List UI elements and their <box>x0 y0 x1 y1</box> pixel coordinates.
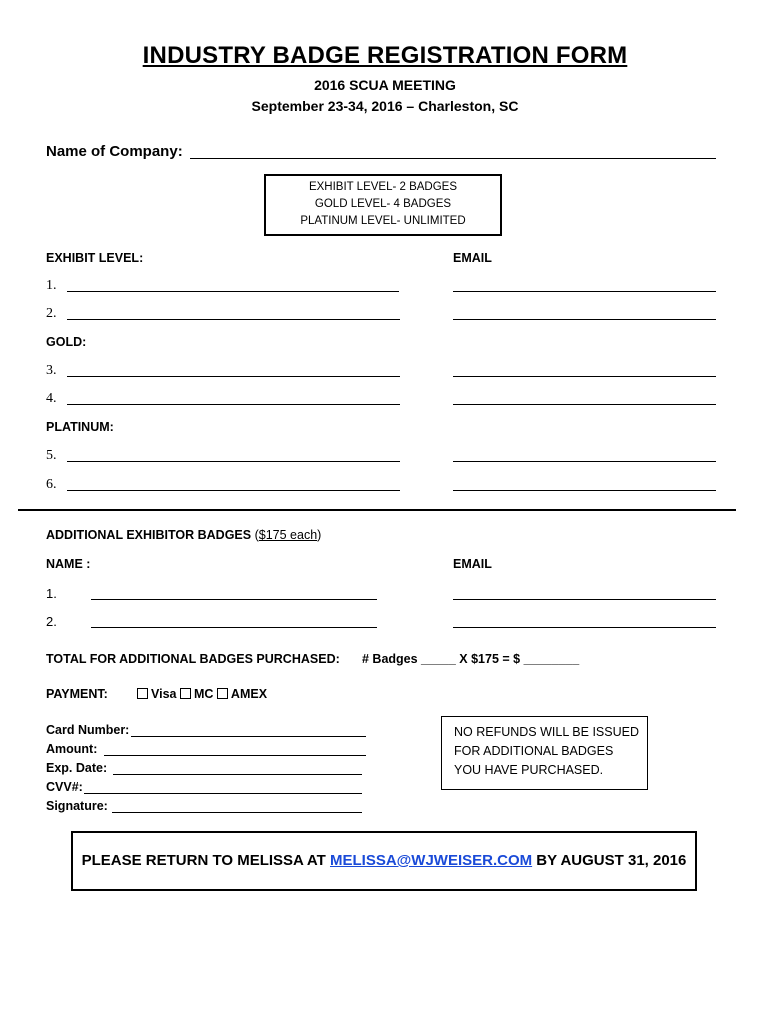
return-instructions-box <box>71 831 697 891</box>
card-number-label: Card Number: <box>46 723 130 737</box>
name-field-6[interactable] <box>67 490 400 491</box>
badge-levels-box <box>264 174 502 236</box>
additional-heading-text: ADDITIONAL EXHIBITOR BADGES <box>46 528 252 542</box>
additional-email-field-1[interactable] <box>453 599 716 600</box>
email-field-3[interactable] <box>453 376 716 377</box>
email-field-4[interactable] <box>453 404 716 405</box>
section-divider <box>18 509 736 511</box>
email-field-2[interactable] <box>453 319 716 320</box>
row-number: 5. <box>46 448 57 463</box>
meeting-name: 2016 SCUA MEETING <box>314 77 456 93</box>
email-field-1[interactable] <box>453 291 716 292</box>
visa-option[interactable]: Visa <box>137 687 177 701</box>
additional-badges-heading: ADDITIONAL EXHIBITOR BADGES ($175 each) <box>46 528 322 542</box>
badges-calculation[interactable]: # Badges _____ X $175 = $ ________ <box>362 652 580 666</box>
row-number: 2. <box>46 306 57 321</box>
card-number-field[interactable] <box>131 736 366 737</box>
additional-email-field-2[interactable] <box>453 627 716 628</box>
form-title: INDUSTRY BADGE REGISTRATION FORM <box>142 42 628 69</box>
exhibit-level-label: EXHIBIT LEVEL: <box>46 251 144 265</box>
amount-label: Amount: <box>46 742 98 756</box>
checkbox-icon[interactable] <box>137 688 148 699</box>
email-field-6[interactable] <box>453 490 716 491</box>
row-number: 3. <box>46 363 57 378</box>
row-number: 6. <box>46 477 57 492</box>
gold-label: GOLD: <box>46 335 87 349</box>
exp-date-label: Exp. Date: <box>46 761 108 775</box>
cvv-field[interactable] <box>84 793 362 794</box>
company-name-field[interactable] <box>190 158 716 159</box>
company-label: Name of Company: <box>46 143 183 160</box>
return-prefix: PLEASE RETURN TO MELISSA AT <box>81 852 326 869</box>
platinum-label: PLATINUM: <box>46 420 114 434</box>
checkbox-icon[interactable] <box>217 688 228 699</box>
exhibit-level-info: EXHIBIT LEVEL- 2 BADGES <box>308 181 458 193</box>
row-number: 1. <box>46 586 57 601</box>
signature-label: Signature: <box>46 799 108 813</box>
email-column-label: EMAIL <box>453 251 492 265</box>
meeting-dates: September 23-34, 2016 – Charleston, SC <box>251 98 519 114</box>
amount-field[interactable] <box>104 755 366 756</box>
refund-line: NO REFUNDS WILL BE ISSUED <box>454 725 639 739</box>
signature-field[interactable] <box>112 812 362 813</box>
name-field-5[interactable] <box>67 461 400 462</box>
payment-options <box>137 687 267 701</box>
refund-line: YOU HAVE PURCHASED. <box>454 763 604 777</box>
row-number: 2. <box>46 614 57 629</box>
additional-name-field-1[interactable] <box>91 599 377 600</box>
gold-level-info: GOLD LEVEL- 4 BADGES <box>314 198 452 210</box>
mc-option[interactable]: MC <box>180 687 213 701</box>
row-number: 1. <box>46 278 57 293</box>
cvv-label: CVV#: <box>46 780 83 794</box>
name-field-2[interactable] <box>67 319 400 320</box>
additional-name-field-2[interactable] <box>91 627 377 628</box>
amex-option[interactable]: AMEX <box>217 687 267 701</box>
return-email-link[interactable]: MELISSA@WJWEISER.COM <box>329 852 533 869</box>
additional-price: $175 each <box>258 528 318 542</box>
row-number: 4. <box>46 391 57 406</box>
name-field-1[interactable] <box>67 291 399 292</box>
email-field-5[interactable] <box>453 461 716 462</box>
email-label: EMAIL <box>453 557 492 571</box>
total-badges-label: TOTAL FOR ADDITIONAL BADGES PURCHASED: <box>46 652 340 666</box>
platinum-level-info: PLATINUM LEVEL- UNLIMITED <box>300 215 466 227</box>
exp-date-field[interactable] <box>113 774 362 775</box>
return-deadline: BY AUGUST 31, 2016 <box>536 852 687 869</box>
name-field-3[interactable] <box>67 376 400 377</box>
refund-notice-box <box>441 716 648 790</box>
name-field-4[interactable] <box>67 404 400 405</box>
payment-label: PAYMENT: <box>46 687 108 701</box>
checkbox-icon[interactable] <box>180 688 191 699</box>
name-label: NAME : <box>46 557 91 571</box>
refund-line: FOR ADDITIONAL BADGES <box>454 744 614 758</box>
